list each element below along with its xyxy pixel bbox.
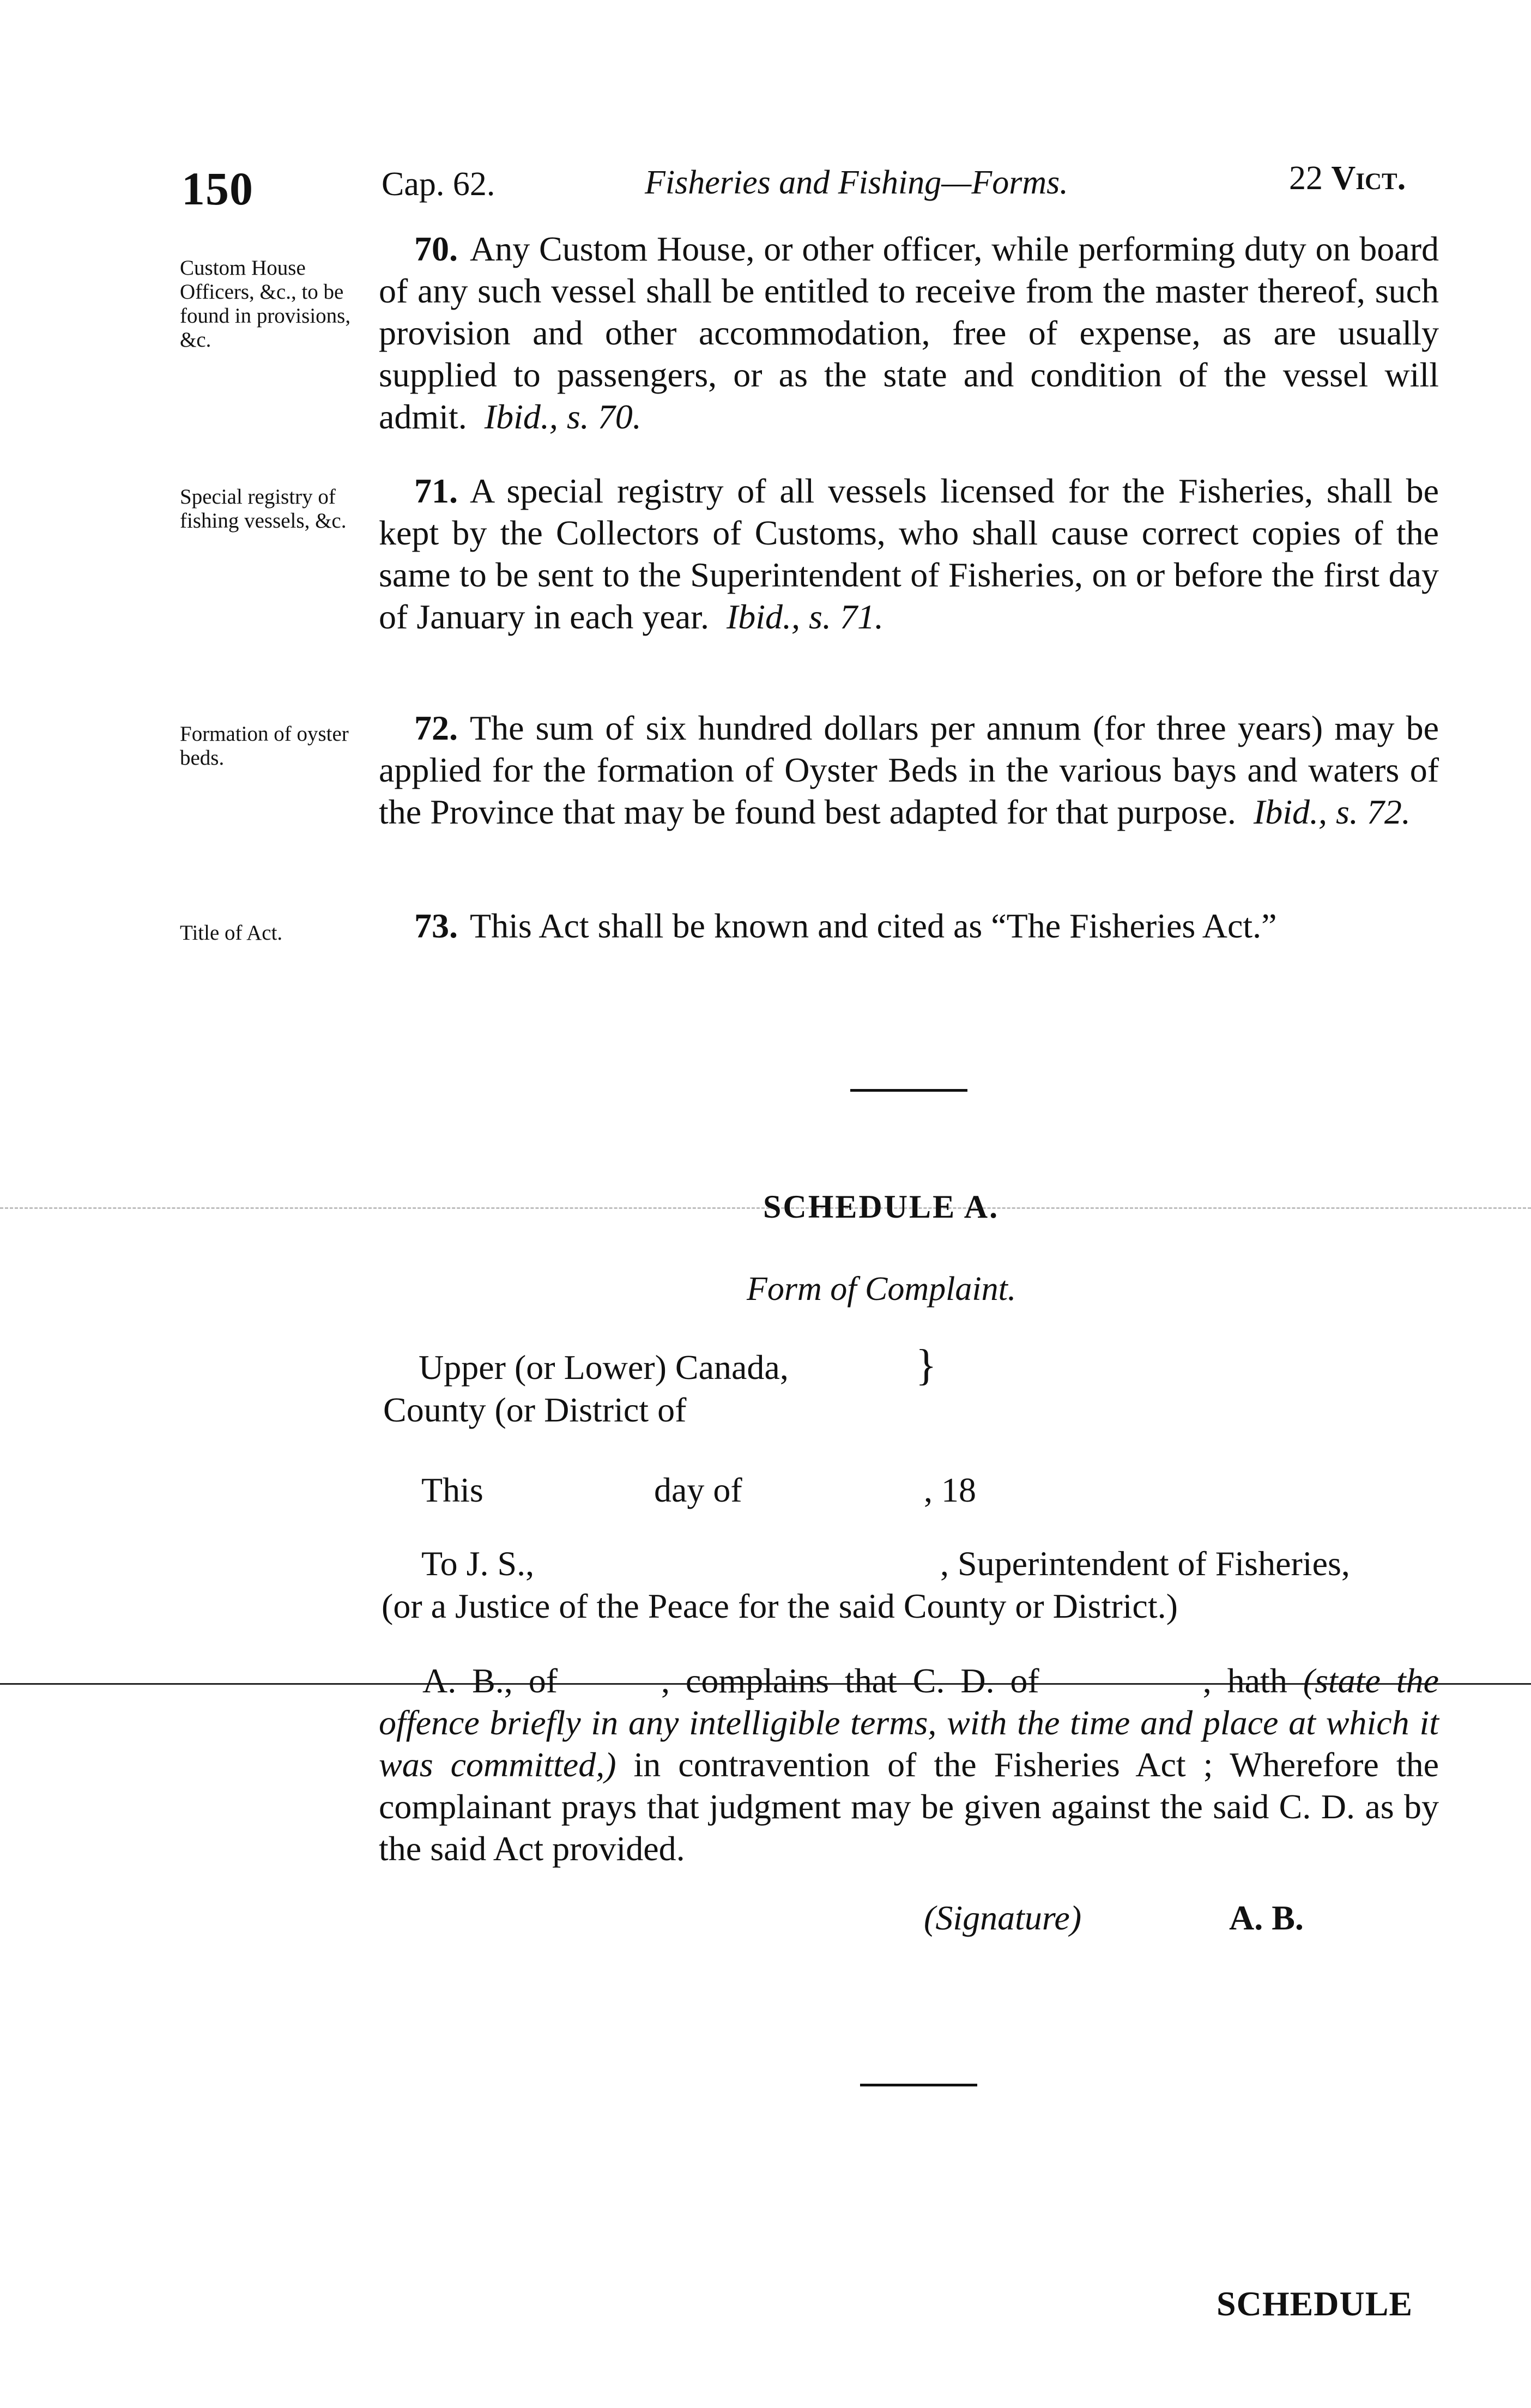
section-71: [379, 470, 1439, 638]
venue-brace: }: [916, 1341, 937, 1389]
section-divider-rule: [850, 1089, 967, 1092]
complaint-paragraph: [379, 1660, 1439, 1869]
margin-note-70: Custom House Officers, &c., to be found in provisions, &c.: [180, 256, 351, 352]
complaint-against: , complains that C. D. of: [661, 1661, 1039, 1700]
complainant: A. B., of: [422, 1661, 558, 1700]
section-reference: Ibid., s. 70.: [484, 397, 642, 436]
regnal-year: [1289, 159, 1406, 198]
section-reference: Ibid., s. 71.: [726, 597, 883, 636]
complaint-hath: , hath: [1202, 1661, 1287, 1700]
section-73: [379, 905, 1439, 947]
addressee-alternative: (or a Justice of the Peace for the said County or District.): [382, 1587, 1178, 1625]
section-number: 70.: [414, 229, 458, 268]
date-day-of: day of: [654, 1471, 742, 1509]
addressee-name: To J. S.,: [421, 1544, 535, 1583]
addressee-title: , Superintendent of Fisheries,: [940, 1544, 1350, 1583]
section-number: 72.: [414, 709, 458, 747]
page-number: 150: [181, 162, 253, 215]
date-this: This: [421, 1471, 483, 1509]
margin-note-73: Title of Act.: [180, 921, 283, 945]
regnal-number: 22: [1289, 160, 1323, 197]
section-text: A special registry of all vessels licensed for the Fisheries, shall be kept by the Collectors of Customs, who shall cause correct copies of the same to be sent to the Superintendent of Fisheries, on or before the first day of January in each year.: [379, 471, 1439, 636]
running-title: Fisheries and Fishing—Forms.: [645, 164, 1068, 201]
regnal-word: Vict.: [1331, 160, 1406, 197]
form-title: Form of Complaint.: [747, 1270, 1016, 1308]
section-72: [379, 707, 1439, 833]
venue-text-1: Upper (or Lower) Canada,: [419, 1348, 789, 1387]
venue-line-1: [419, 1346, 789, 1388]
schedule-heading: SCHEDULE A.: [763, 1189, 1000, 1225]
venue-text-2: County (or District of: [383, 1390, 687, 1429]
chapter-label: Cap. 62.: [382, 166, 495, 203]
section-70: [379, 228, 1439, 438]
section-reference: Ibid., s. 72.: [1253, 792, 1411, 831]
schedule-end-rule: [860, 2084, 977, 2086]
margin-note-71: Special registry of fishing vessels, &c.: [180, 485, 347, 533]
signature-name: A. B.: [1229, 1898, 1304, 1937]
margin-note-72: Formation of oyster beds.: [180, 722, 349, 770]
offence-instruction: (state the offence briefly in any intelligible terms, with the time and place at which it was committed,): [379, 1661, 1439, 1784]
catchword: SCHEDULE: [1217, 2284, 1413, 2323]
section-text: This Act shall be known and cited as “The Fisheries Act.”: [470, 906, 1277, 945]
section-text: The sum of six hundred dollars per annum (for three years) may be applied for the formation of Oyster Beds in the various bays and waters of the Province that may be found best adapted for that purpose.: [379, 709, 1439, 831]
signature-label: (Signature): [924, 1898, 1082, 1937]
venue-line-2: [383, 1389, 686, 1431]
date-year: , 18: [924, 1471, 976, 1509]
section-text: Any Custom House, or other officer, while performing duty on board of any such vessel shall be entitled to receive from the master thereof, such provision and other accommodation, free of expense, as are usually supplied to passengers, or as the state and condition of the vessel will admit.: [379, 229, 1439, 436]
complaint-prayer: in contravention of the Fisheries Act ; Wherefore the complainant prays that judgment may be given against the said C. D. as by the said Act provided.: [379, 1745, 1439, 1868]
section-number: 73.: [414, 906, 458, 945]
section-number: 71.: [414, 471, 458, 510]
